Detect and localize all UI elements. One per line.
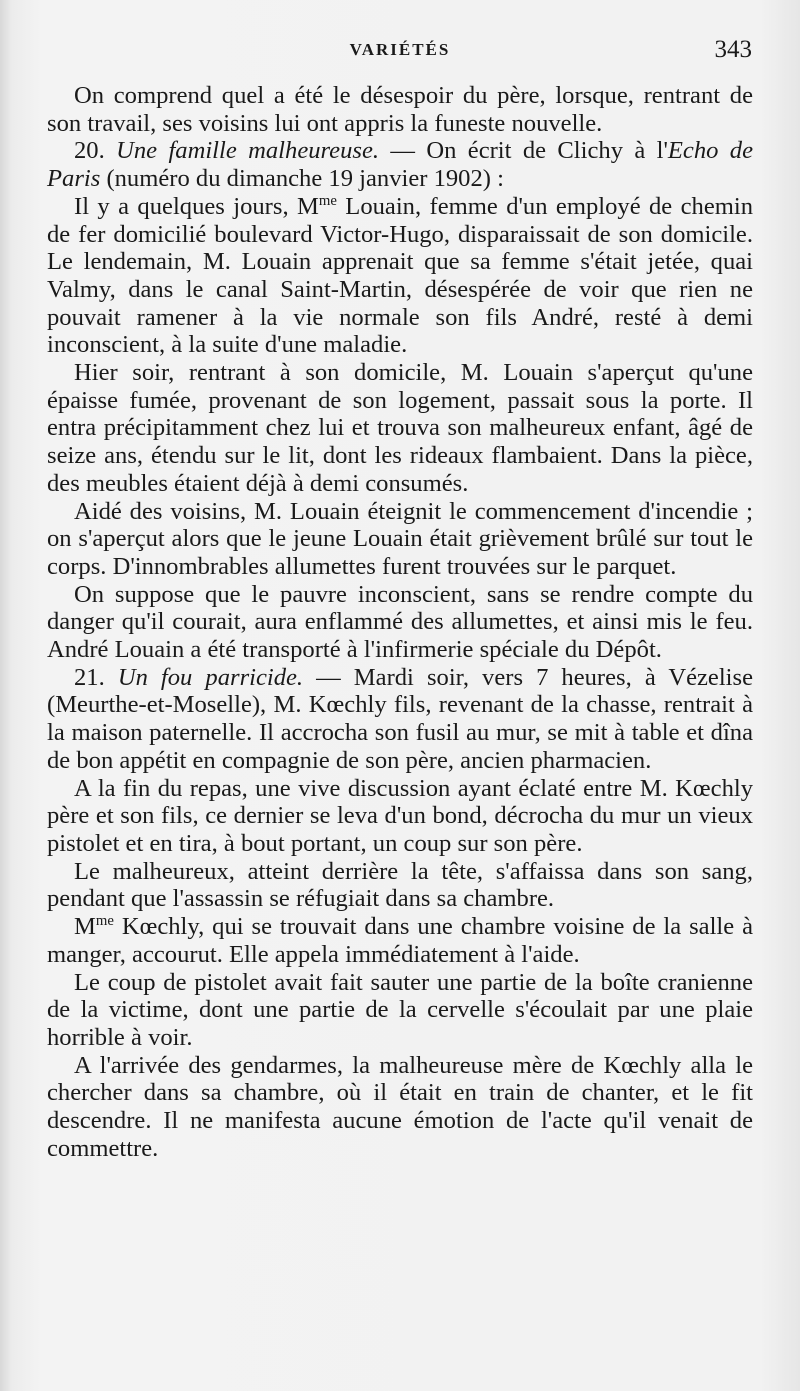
paragraph-10-b: Kœchly, qui se trouvait dans une chambre voisine de la salle à manger, accourut. Elle appela immédiatement à l'aide.: [47, 913, 753, 968]
paragraph-3-b: Louain, femme d'un employé de chemin de fer domicilié boulevard Victor-Hugo, disparaissait de son domicile. Le lendemain, M. Louain apprenait que sa femme s'était jetée, quai Valmy, dans le canal Saint-Martin, désespérée de voir que rien ne pouvait ramener à la vie normale son fils André, resté à demi inconscient, à la suite d'une maladie.: [47, 192, 754, 359]
item-21-number: 21.: [74, 663, 105, 691]
item-20-heading: [47, 137, 753, 192]
item-20-title: Une famille malheureuse.: [116, 137, 380, 165]
item-21-text: — Mardi soir, vers 7 heures, à Vézelise (Meurthe-et-Moselle), M. Kœchly fils, revenant de la chasse, rentrait à la maison paternelle. Il accrocha son fusil au mur, se mit à table et dîna de bon appétit en compagnie de son père, ancien pharmacien.: [47, 663, 753, 774]
item-21-title: Un fou parricide.: [117, 663, 304, 691]
paragraph-3: [47, 193, 753, 359]
paragraph-9: Le malheureux, atteint derrière la tête, s'affaissa dans son sang, pendant que l'assassin se réfugiait dans sa chambre.: [47, 857, 753, 913]
paragraph-3-a: Il y a quelques jours, M: [74, 192, 319, 220]
item-20-source: Echo de Paris: [47, 137, 753, 193]
item-21-heading: [47, 664, 753, 775]
item-20-text-b: (numéro du dimanche 19 janvier 1902) :: [100, 165, 504, 193]
paragraph-10-sup: me: [95, 912, 114, 929]
paragraph-10-a: M: [74, 913, 96, 941]
body-text: [47, 82, 753, 1162]
paragraph-6: On suppose que le pauvre inconscient, sans se rendre compte du danger qu'il courait, aura enflammé des allumettes, et ainsi mis le feu. André Louain a été transporté à l'infirmerie spéciale du Dépôt.: [47, 580, 753, 664]
page-header: [0, 36, 800, 70]
paragraph-1: On comprend quel a été le désespoir du père, lorsque, rentrant de son travail, ses voisins lui ont appris la funeste nouvelle.: [47, 82, 753, 137]
paragraph-3-sup: me: [318, 192, 337, 209]
paragraph-4: Hier soir, rentrant à son domicile, M. Louain s'aperçut qu'une épaisse fumée, provenant de son logement, passait sous la porte. Il entra précipitamment chez lui et trouva son malheureux enfant, âgé de seize ans, étendu sur le lit, dont les rideaux flambaient. Dans la pièce, des meubles étaient déjà à demi consumés.: [47, 359, 753, 497]
paragraph-8: A la fin du repas, une vive discussion ayant éclaté entre M. Kœchly père et son fils, ce dernier se leva d'un bond, décrocha du mur un vieux pistolet et en tira, à bout portant, un coup sur son père.: [47, 774, 753, 857]
paragraph-11: Le coup de pistolet avait fait sauter une partie de la boîte cranienne de la victime, dont une partie de la cervelle s'écoulait par une plaie horrible à voir.: [47, 968, 753, 1051]
page-number: 343: [714, 36, 752, 63]
paragraph-5: Aidé des voisins, M. Louain éteignit le commencement d'incendie ; on s'aperçut alors que le jeune Louain était grièvement brûlé sur tout le corps. D'innombrables allumettes furent trouvées sur le parquet.: [47, 497, 753, 580]
paragraph-10: [47, 913, 753, 968]
item-20-number: 20.: [74, 137, 105, 165]
running-head: VARIÉTÉS: [349, 40, 451, 59]
paragraph-12: A l'arrivée des gendarmes, la malheureuse mère de Kœchly alla le chercher dans sa chambre, où il était en train de chanter, et le fit descendre. Il ne manifesta aucune émotion de l'acte qu'il venait de commettre.: [47, 1051, 753, 1162]
item-20-text-a: — On écrit de Clichy à l': [379, 137, 668, 165]
